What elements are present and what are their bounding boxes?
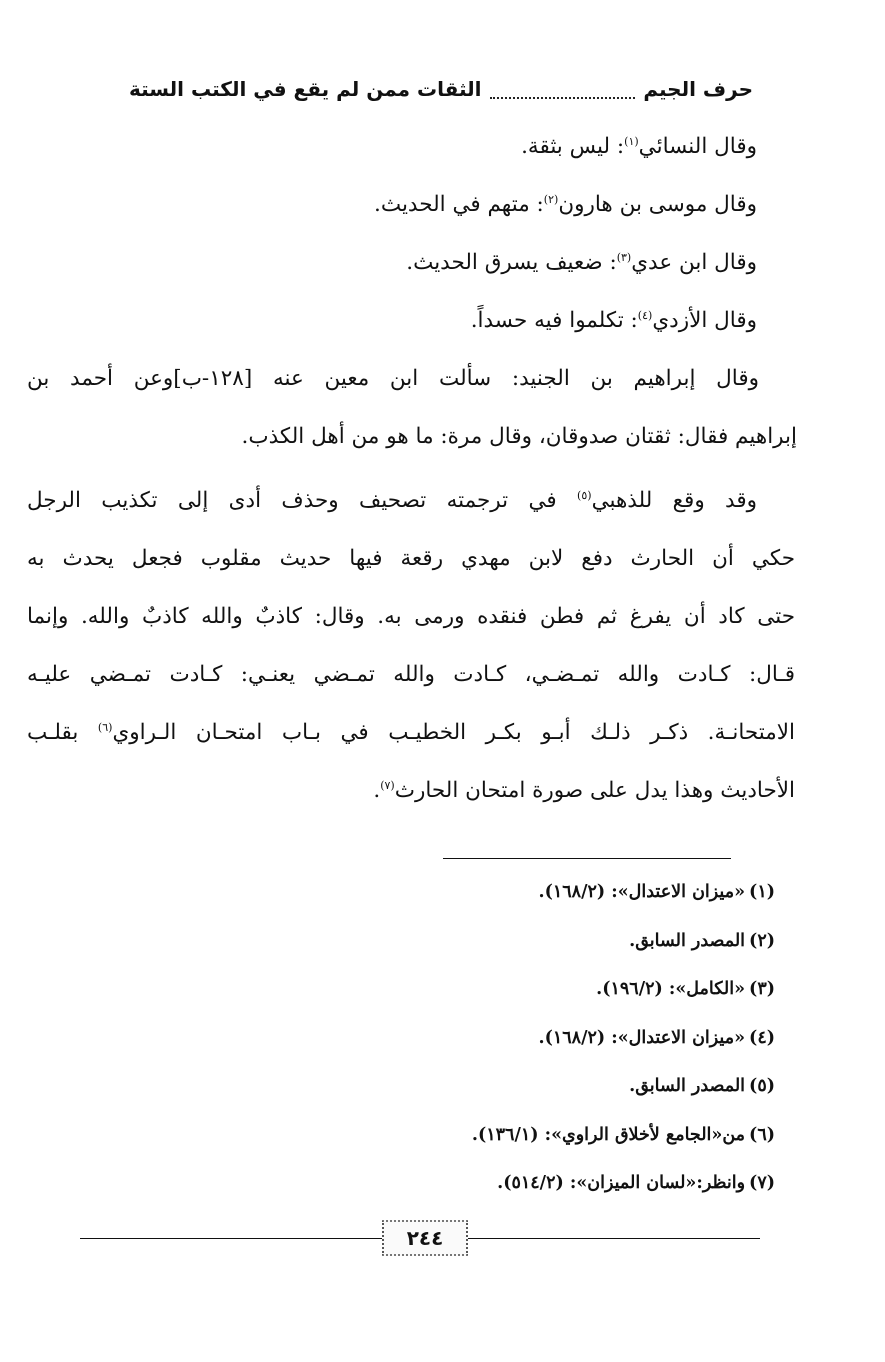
paragraph-line: وقد وقع للذهبي$^{(٥)}$ في ترجمته تصحيف وحذف أدى إلى تكذيب الرجل xyxy=(27,488,757,513)
footnote-item: (٥)المصدر السابق. xyxy=(629,1076,775,1096)
header-dot-leader xyxy=(490,79,636,99)
page-number-rule-right xyxy=(468,1238,760,1239)
footnote-item: (٦)من«الجامع لأخلاق الراوي»: (١٣٦/١). xyxy=(471,1124,775,1145)
paragraph-dhahabi xyxy=(27,472,795,820)
running-header xyxy=(129,72,753,106)
paragraph-junaid xyxy=(27,350,797,466)
header-section: حرف الجيم xyxy=(643,77,753,101)
paragraph-line: حكي أن الحارث دفع لابن مهدي رقعة فيها حديث مقلوب فجعل يحدث به xyxy=(27,546,795,571)
paragraph-line: وقال إبراهيم بن الجنيد: سألت ابن معين عنه [١٢٨-ب]وعن أحمد بن xyxy=(27,366,760,391)
footnote-item: (١)«ميزان الاعتدال»: (١٦٨/٢). xyxy=(538,882,775,902)
footnote-ref[interactable]: (٥) xyxy=(577,488,592,502)
footnote-item: (٣)«الكامل»: (١٩٦/٢). xyxy=(596,979,775,999)
page-number-rule-left xyxy=(80,1238,382,1239)
footnote-item: (٧)وانظر:«لسان الميزان»: (٥١٤/٢). xyxy=(497,1173,775,1193)
text-line-ibn-adi: وقال ابن عدي$^{(٣)}$: ضعيف يسرق الحديث. xyxy=(406,250,757,275)
main-text xyxy=(27,118,797,820)
footnote-ref[interactable]: (٤) xyxy=(637,308,653,322)
footnote-ref[interactable]: (٦) xyxy=(97,720,113,734)
text-line-azdi: وقال الأزدي$^{(٤)}$: تكلموا فيه حسداً. xyxy=(470,308,757,333)
footnote-ref[interactable]: (١) xyxy=(624,134,639,148)
header-book-title: الثقات ممن لم يقع في الكتب الستة xyxy=(129,77,482,101)
footnote-ref[interactable]: (٢) xyxy=(543,192,559,206)
page-number: ٢٤٤ xyxy=(382,1220,468,1256)
footnote-ref[interactable]: (٣) xyxy=(616,250,632,264)
paragraph-line: الأحاديث وهذا يدل على صورة امتحان الحارث$^{(٧)}$. xyxy=(373,778,795,803)
paragraph-line: حتى كاد أن يفرغ ثم فطن فنقده ورمى به. وقال: كاذبٌ والله كاذبٌ والله. وإنما xyxy=(27,604,795,629)
text-line-nasai: وقال النسائي$^{(١)}$: ليس بثقة. xyxy=(521,134,757,159)
paragraph-line: إبراهيم فقال: ثقتان صدوقان، وقال مرة: ما هو من أهل الكذب. xyxy=(241,424,797,449)
footnote-item: (٤)«ميزان الاعتدال»: (١٦٨/٢). xyxy=(538,1027,775,1048)
footnotes xyxy=(75,868,775,1208)
footnote-item: (٢)المصدر السابق. xyxy=(629,930,775,951)
text-line-musa: وقال موسى بن هارون$^{(٢)}$: متهم في الحديث. xyxy=(374,192,757,217)
paragraph-line: الامتحانـة. ذكـر ذلـك أبـو بكـر الخطيـب في بـاب امتحـان الـراوي$^{(٦)}$ بقلـب xyxy=(27,720,795,745)
paragraph-line: قـال: كـادت والله تمـضـي، كـادت والله تمـضي يعنـي: كـادت تمـضي عليـه xyxy=(27,662,795,687)
footnote-ref[interactable]: (٧) xyxy=(380,778,395,792)
footnote-separator xyxy=(443,858,731,859)
